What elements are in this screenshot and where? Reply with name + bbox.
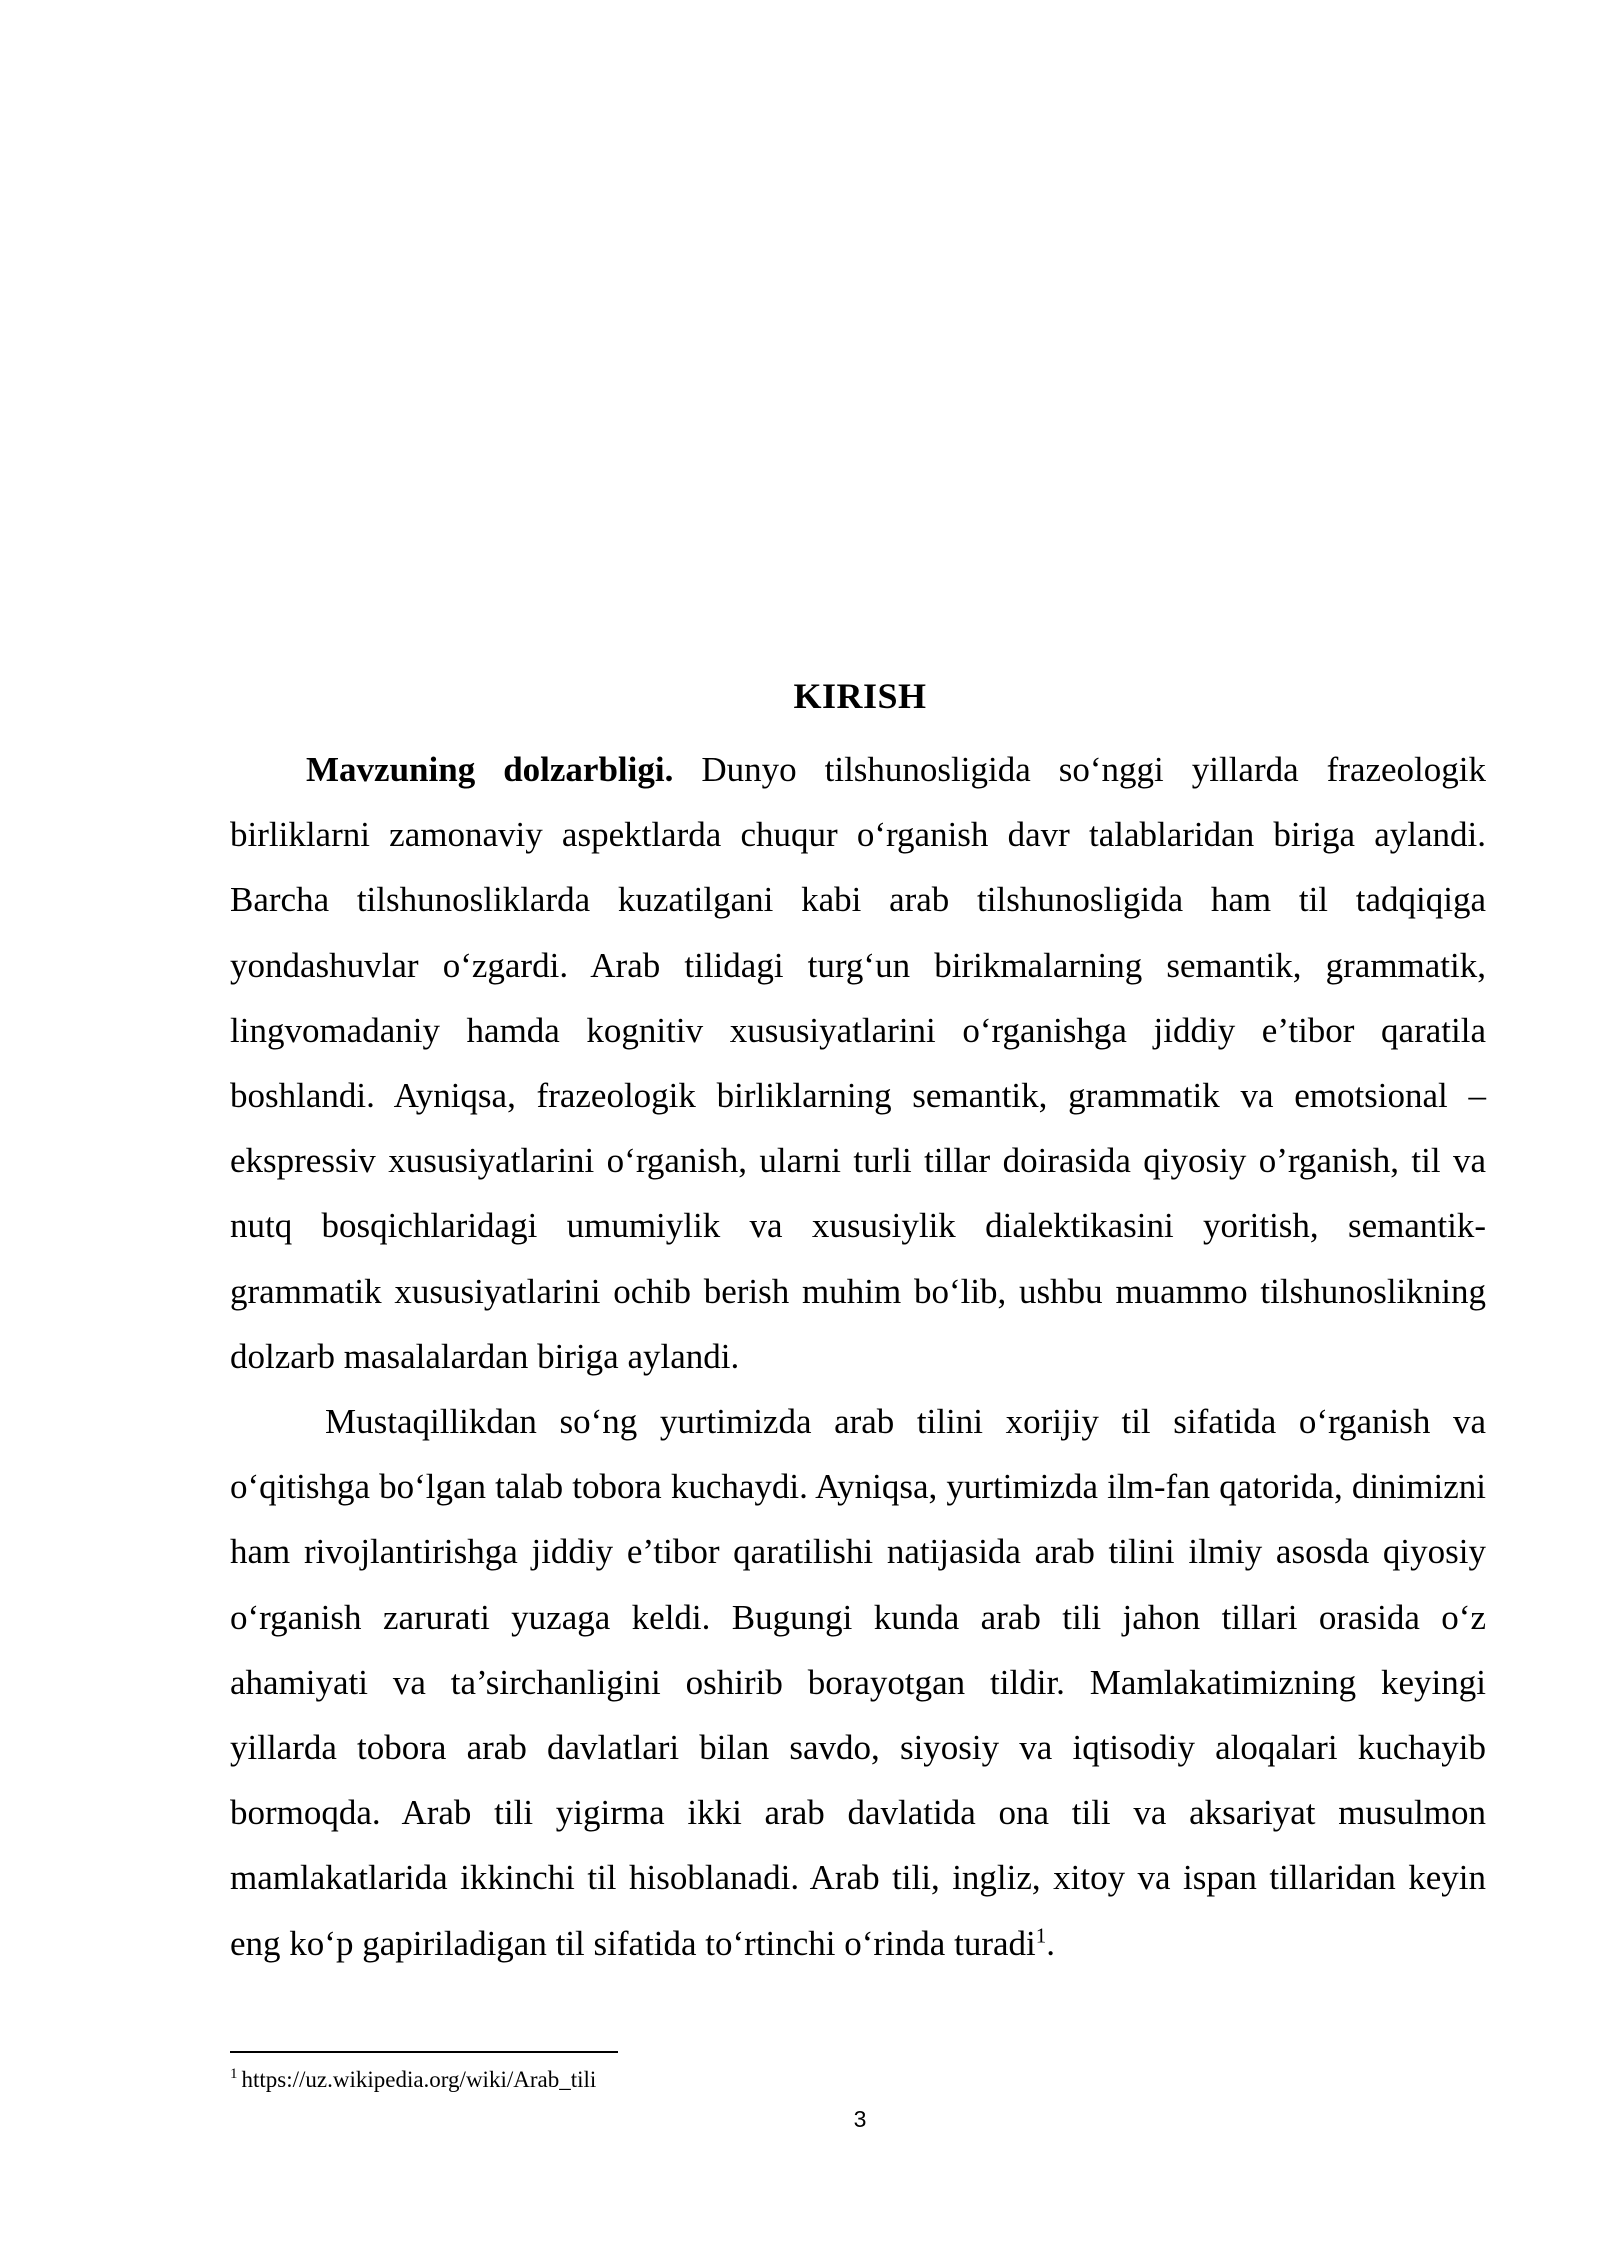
footnote-reference[interactable]: 1 xyxy=(1035,1923,1047,1947)
paragraph-end-punctuation: . xyxy=(1046,1923,1055,1963)
page-number: 3 xyxy=(853,2106,867,2132)
section-heading: KIRISH xyxy=(793,676,927,716)
footnote xyxy=(230,2065,596,2095)
paragraph-lead: Mavzuning dolzarbligi. xyxy=(306,750,674,789)
footnote-mark: 1 xyxy=(230,2066,238,2083)
paragraph-text: Dunyo tilshunosligida so‘nggi yillarda frazeologik birliklarni zamonaviy aspektlarda chuqur o‘rganish davr talablaridan biriga aylandi. Barcha tilshunosliklarda kuzatilgani kabi arab tilshunosligida ham til tadqiqiga yondashuvlar o‘zgardi. Arab tilidagi turg‘un birikmalarning semantik, grammatik, lingvomadaniy hamda kognitiv xususiyatlarini o‘rganishga jiddiy e’tibor qaratila boshlandi. Ayniqsa, frazeologik birliklarning semantik, grammatik va emotsional – ekspressiv xususiyatlarini o‘rganish, ularni turli tillar doirasida qiyosiy o’rganish, til va nutq bosqichlaridagi umumiylik va xususiylik dialektikasini yoritish, semantik-grammatik xususiyatlarini ochib berish muhim bo‘lib, ushbu muammo tilshunoslikning dolzarb masalalardan biriga aylandi. xyxy=(230,750,1486,1376)
paragraph-text: Mustaqillikdan so‘ng yurtimizda arab tilini xorijiy til sifatida o‘rganish va o‘qitishga bo‘lgan talab tobora kuchaydi. Ayniqsa, yurtimizda ilm-fan qatorida, dinimizni ham rivojlantirishga jiddiy e’tibor qaratilishi natijasida arab tilini ilmiy asosda qiyosiy o‘rganish zarurati yuzaga keldi. Bugungi kunda arab tili jahon tillari orasida o‘z ahamiyati va ta’sirchanligini oshirib borayotgan tildir. Mamlakatimizning keyingi yillarda tobora arab davlatlari bilan savdo, siyosiy va iqtisodiy aloqalari kuchayib bormoqda. Arab tili yigirma ikki arab davlatida ona tili va aksariyat musulmon mamlakatlarida ikkinchi til hisoblanadi. Arab tili, ingliz, xitoy va ispan tillaridan keyin eng ko‘p gapiriladigan til sifatida to‘rtinchi o‘rinda turadi xyxy=(230,1402,1486,1963)
body-text xyxy=(230,737,1486,1976)
paragraph-independence xyxy=(230,1389,1486,1976)
paragraph-relevance xyxy=(230,737,1486,1389)
footnote-separator xyxy=(230,2051,618,2053)
footnote-link[interactable]: https://uz.wikipedia.org/wiki/Arab_tili xyxy=(241,2067,597,2092)
